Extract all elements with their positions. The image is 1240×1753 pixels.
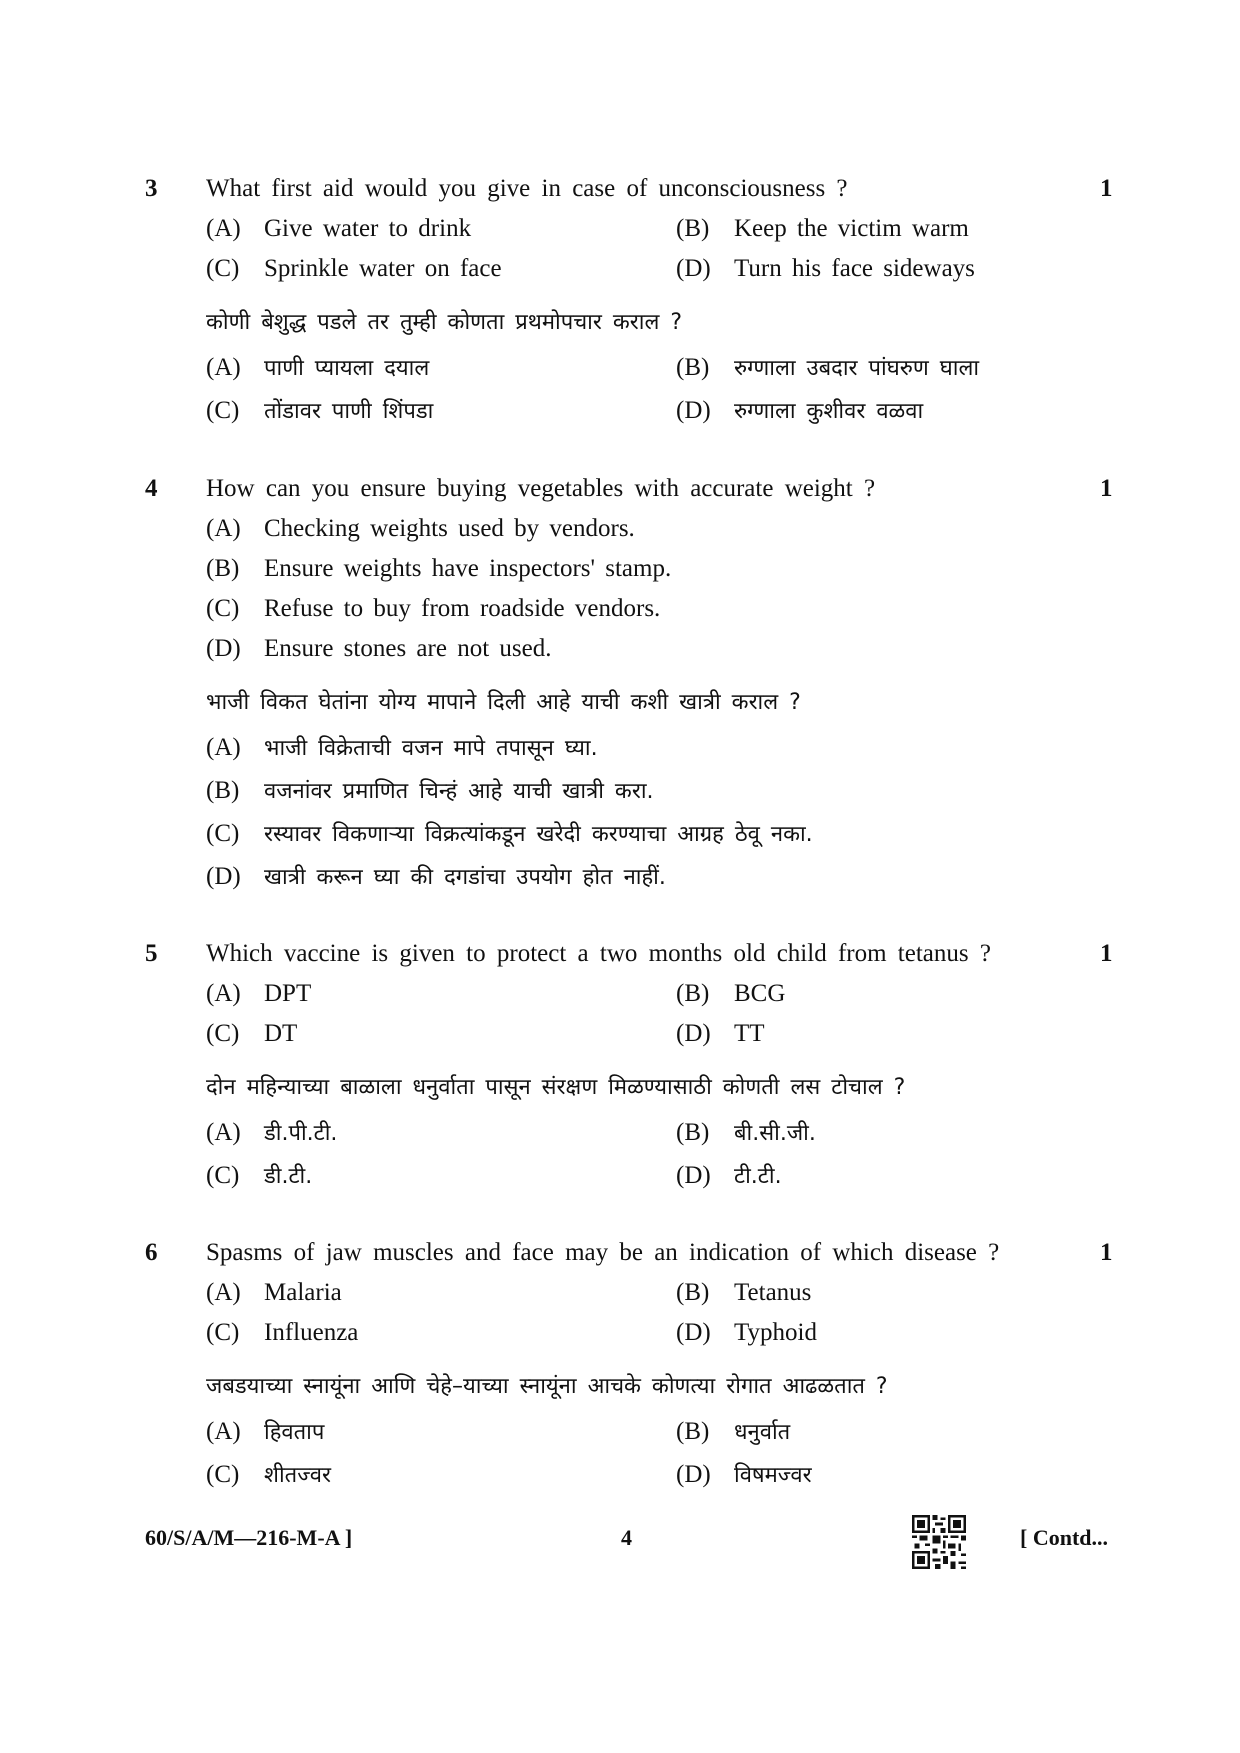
question-text-mr: कोणी बेशुद्ध पडले तर तुम्ही कोणता प्रथमोपचार कराल ? bbox=[206, 310, 683, 335]
option-b-en: (B) Ensure weights have inspectors' stamp. bbox=[206, 555, 672, 582]
option-c-mr: (C) डी.टी. bbox=[206, 1162, 313, 1189]
question-number: 6 bbox=[145, 1239, 158, 1266]
contd-label: [ Contd... bbox=[1020, 1525, 1109, 1550]
option-c-en: (C) DT bbox=[206, 1020, 298, 1047]
option-c-mr: (C) शीतज्वर bbox=[206, 1461, 332, 1488]
question-number: 3 bbox=[145, 175, 158, 202]
page-number: 4 bbox=[621, 1525, 632, 1550]
option-a-mr: (A) डी.पी.टी. bbox=[206, 1119, 338, 1146]
option-b-en: (B) Keep the victim warm bbox=[676, 215, 969, 242]
question-text-mr: भाजी विकत घेतांना योग्य मापाने दिली आहे याची कशी खात्री कराल ? bbox=[206, 690, 801, 715]
option-a-en: (A) Malaria bbox=[206, 1279, 342, 1306]
option-d-mr: (D) विषमज्वर bbox=[676, 1461, 812, 1488]
question-marks: 1 bbox=[1100, 1239, 1113, 1266]
option-a-en: (A) Give water to drink bbox=[206, 215, 472, 242]
option-d-en: (D) Turn his face sideways bbox=[676, 255, 975, 282]
question-number: 4 bbox=[145, 475, 158, 502]
option-a-mr: (A) पाणी प्यायला दयाल bbox=[206, 354, 430, 381]
qr-code-icon bbox=[912, 1515, 966, 1569]
question-marks: 1 bbox=[1100, 175, 1113, 202]
question-text-en: Which vaccine is given to protect a two months old child from tetanus ? bbox=[206, 940, 991, 967]
option-b-mr: (B) बी.सी.जी. bbox=[676, 1119, 816, 1146]
option-b-mr: (B) रुग्णाला उबदार पांघरुण घाला bbox=[676, 354, 980, 381]
option-b-en: (B) Tetanus bbox=[676, 1279, 812, 1306]
option-d-en: (D) Typhoid bbox=[676, 1319, 817, 1346]
option-b-en: (B) BCG bbox=[676, 980, 786, 1007]
option-d-mr: (D) खात्री करून घ्या की दगडांचा उपयोग होत नाहीं. bbox=[206, 863, 666, 890]
option-c-mr: (C) तोंडावर पाणी शिंपडा bbox=[206, 397, 434, 424]
question-marks: 1 bbox=[1100, 940, 1113, 967]
option-a-en: (A) Checking weights used by vendors. bbox=[206, 515, 635, 542]
option-c-en: (C) Sprinkle water on face bbox=[206, 255, 502, 282]
option-a-en: (A) DPT bbox=[206, 980, 312, 1007]
option-b-mr: (B) धनुर्वात bbox=[676, 1418, 791, 1445]
option-c-mr: (C) रस्यावर विकणाऱ्या विक्रत्यांकडून खरेदी करण्याचा आग्रह ठेवू नका. bbox=[206, 820, 813, 847]
question-text-en: What first aid would you give in case of unconsciousness ? bbox=[206, 175, 848, 202]
paper-code: 60/S/A/M—216-M-A ] bbox=[145, 1525, 353, 1550]
option-d-en: (D) TT bbox=[676, 1020, 765, 1047]
option-a-mr: (A) भाजी विक्रेताची वजन मापे तपासून घ्या. bbox=[206, 734, 598, 761]
option-d-mr: (D) रुग्णाला कुशीवर वळवा bbox=[676, 397, 924, 424]
question-marks: 1 bbox=[1100, 475, 1113, 502]
question-text-mr: दोन महिन्याच्या बाळाला धनुर्वाता पासून संरक्षण मिळण्यासाठी कोणती लस टोचाल ? bbox=[206, 1075, 906, 1100]
option-d-en: (D) Ensure stones are not used. bbox=[206, 635, 552, 662]
option-c-en: (C) Influenza bbox=[206, 1319, 359, 1346]
question-text-en: Spasms of jaw muscles and face may be an indication of which disease ? bbox=[206, 1239, 1000, 1266]
option-c-en: (C) Refuse to buy from roadside vendors. bbox=[206, 595, 661, 622]
question-number: 5 bbox=[145, 940, 158, 967]
question-text-mr: जबडयाच्या स्नायूंना आणि चेहे–याच्या स्नायूंना आचके कोणत्या रोगात आढळतात ? bbox=[206, 1374, 888, 1399]
question-text-en: How can you ensure buying vegetables with accurate weight ? bbox=[206, 475, 876, 502]
option-b-mr: (B) वजनांवर प्रमाणित चिन्हं आहे याची खात्री करा. bbox=[206, 777, 654, 804]
option-d-mr: (D) टी.टी. bbox=[676, 1162, 782, 1189]
option-a-mr: (A) हिवताप bbox=[206, 1418, 325, 1445]
